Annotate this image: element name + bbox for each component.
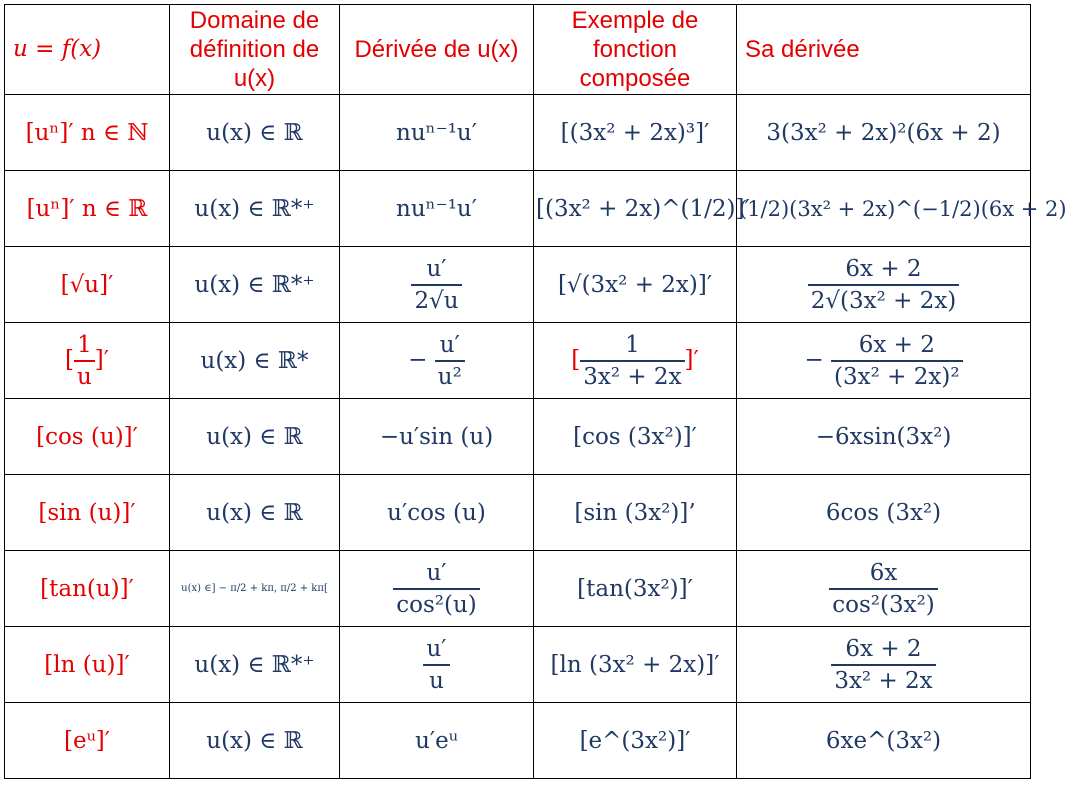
bracket-open: [ [571,346,581,373]
bracket-close: ]′ [684,346,699,373]
result-cell: (1/2)(3x² + 2x)^(−1/2)(6x + 2) [737,171,1031,247]
table-row [5,627,1031,703]
example-cell: [√(3x² + 2x)]′ [534,247,737,323]
numerator: u′ [426,635,447,662]
header-its-derivative: Sa dérivée [737,5,1031,95]
result-cell [737,627,1031,703]
derivative-cell [340,627,534,703]
denominator: cos²(3x²) [829,588,938,620]
header-derivative: Dérivée de u(x) [340,5,534,95]
derivative-cell: nuⁿ⁻¹u′ [340,95,534,171]
derivative-fraction [411,254,461,316]
header-example: Exemple de fonction composée [534,5,737,95]
domain-cell: u(x) ∈ ℝ [170,475,340,551]
minus-sign: − [408,346,428,373]
numerator: 1 [77,331,92,358]
example-cell: [(3x² + 2x)^(1/2)]′ [534,171,737,247]
denominator: 2√u [411,284,461,316]
table-row [5,95,1031,171]
denominator: (3x² + 2x)² [831,360,963,392]
derivative-cell: u′eᵘ [340,703,534,779]
result-cell: −6xsin(3x²) [737,399,1031,475]
function-cell [5,323,170,399]
table-row [5,171,1031,247]
function-cell: [ln (u)]′ [5,627,170,703]
derivative-cell: −u′sin (u) [340,399,534,475]
numerator: 6x + 2 [845,255,922,282]
domain-cell: u(x) ∈] − π/2 + kπ, π/2 + kπ[ [170,551,340,627]
function-cell: [cos (u)]′ [5,399,170,475]
result-fraction [831,330,963,392]
example-cell: [cos (3x²)]′ [534,399,737,475]
denominator: 3x² + 2x [580,360,684,392]
denominator: u² [435,360,465,392]
denominator: 3x² + 2x [831,664,935,696]
domain-cell: u(x) ∈ ℝ [170,95,340,171]
example-cell: [sin (3x²)]’ [534,475,737,551]
numerator: u′ [439,331,460,358]
result-cell: 3(3x² + 2x)²(6x + 2) [737,95,1031,171]
function-cell: [sin (u)]′ [5,475,170,551]
denominator: cos²(u) [393,588,480,620]
derivative-cell [340,247,534,323]
bracket-close: ]′ [94,346,109,373]
header-row [5,5,1031,95]
denominator: u [74,360,95,392]
derivatives-table [4,4,1067,779]
derivative-cell: u′cos (u) [340,475,534,551]
example-cell [534,323,737,399]
numerator: 6x + 2 [845,635,922,662]
result-cell: 6cos (3x²) [737,475,1031,551]
denominator: 2√(3x² + 2x) [808,284,960,316]
function-cell: [uⁿ]′ n ∈ ℕ [5,95,170,171]
result-cell [737,551,1031,627]
numerator: u′ [426,255,447,282]
derivative-fraction [435,330,465,392]
example-fraction [580,330,684,392]
table-row [5,475,1031,551]
minus-sign: − [804,346,824,373]
derivative-fraction [423,634,449,696]
result-cell [737,247,1031,323]
table-row [5,247,1031,323]
domain-cell: u(x) ∈ ℝ*⁺ [170,247,340,323]
example-cell: [(3x² + 2x)³]′ [534,95,737,171]
derivative-fraction [393,558,480,620]
domain-cell: u(x) ∈ ℝ [170,703,340,779]
derivative-cell [340,551,534,627]
function-cell: [eᵘ]′ [5,703,170,779]
result-fraction [829,558,938,620]
function-cell: [√u]′ [5,247,170,323]
numerator: 6x [869,559,898,586]
function-cell: [uⁿ]′ n ∈ ℝ [5,171,170,247]
function-cell: [tan(u)]′ [5,551,170,627]
header-domain: Domaine de définition de u(x) [170,5,340,95]
result-fraction [831,634,935,696]
example-cell: [tan(3x²)]′ [534,551,737,627]
numerator: 1 [625,331,640,358]
denominator: u [423,664,449,696]
domain-cell: u(x) ∈ ℝ* [170,323,340,399]
domain-cell: u(x) ∈ ℝ*⁺ [170,627,340,703]
result-cell: 6xe^(3x²) [737,703,1031,779]
domain-cell: u(x) ∈ ℝ [170,399,340,475]
derivative-cell [340,323,534,399]
bracket-open: [ [64,346,74,373]
numerator: u′ [426,559,447,586]
function-fraction [74,330,95,392]
header-u: u = f(x) [5,5,170,95]
example-cell: [ln (3x² + 2x)]′ [534,627,737,703]
table-row [5,399,1031,475]
derivative-cell: nuⁿ⁻¹u′ [340,171,534,247]
domain-cell: u(x) ∈ ℝ*⁺ [170,171,340,247]
example-cell: [e^(3x²)]′ [534,703,737,779]
result-fraction [808,254,960,316]
table-row [5,703,1031,779]
table-row [5,551,1031,627]
table-row [5,323,1031,399]
numerator: 6x + 2 [858,331,935,358]
result-cell [737,323,1031,399]
